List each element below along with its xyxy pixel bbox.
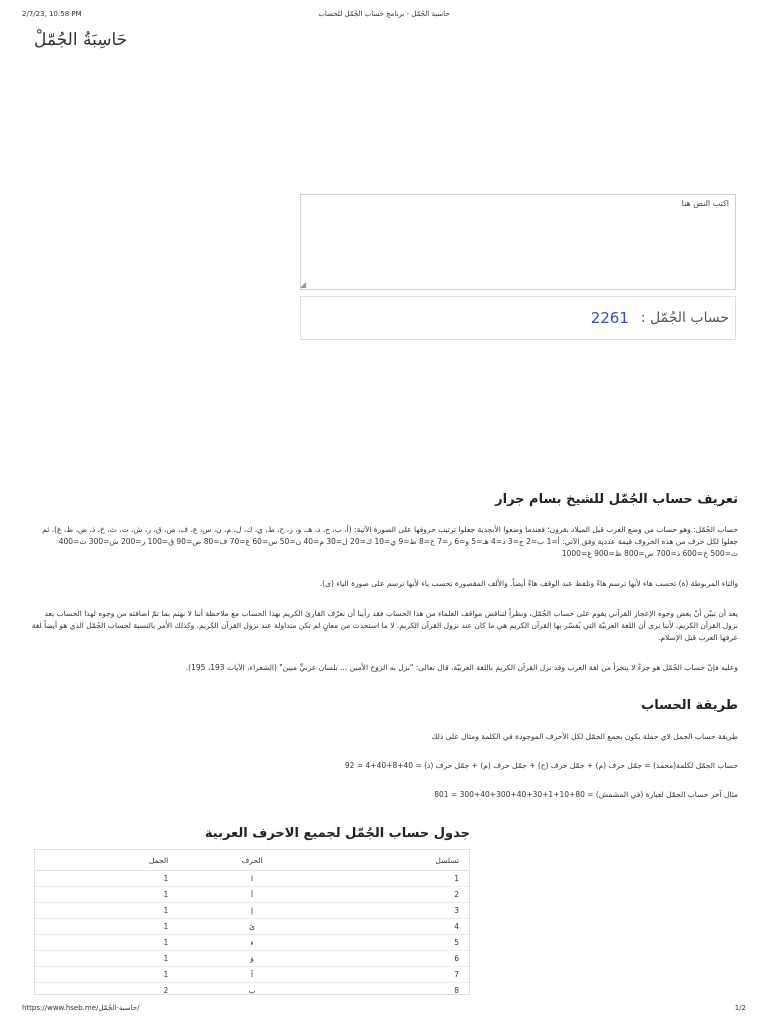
- text-input[interactable]: [301, 195, 735, 289]
- method-paragraph-1: طريقة حساب الجمل لاي جملة يكون بجمع الجمّل لكل الأحرف الموجودة في الكلمة ومثال على ذلك: [431, 732, 738, 741]
- cell-value: 1: [35, 951, 178, 967]
- method-p3-wrap: [30, 789, 738, 801]
- header-value[interactable]: الجمل: [35, 850, 178, 871]
- method-p1-wrap: [30, 731, 738, 743]
- table-row: [35, 967, 469, 983]
- print-header: [22, 10, 746, 22]
- table-row: [35, 919, 469, 935]
- method-p2-wrap: [30, 760, 738, 772]
- method-section: [30, 698, 738, 713]
- text-input-box: [300, 194, 736, 290]
- cell-letter: ئ: [178, 919, 326, 935]
- cell-value: 1: [35, 935, 178, 951]
- cell-letter: إ: [178, 903, 326, 919]
- print-doc-title: حاسبة الجُمّل - برنامج حساب الجُمّل للحساب: [318, 10, 450, 18]
- header-letter[interactable]: الحرف: [178, 850, 326, 871]
- table-row: [35, 903, 469, 919]
- letters-table: [35, 850, 469, 995]
- cell-letter: ء: [178, 935, 326, 951]
- cell-letter: ب: [178, 983, 326, 996]
- table-row: [35, 983, 469, 996]
- table-row: [35, 935, 469, 951]
- letters-table-wrap: [34, 849, 470, 995]
- cell-sequence: 2: [326, 887, 469, 903]
- cell-value: 1: [35, 967, 178, 983]
- cell-letter: ا: [178, 871, 326, 887]
- print-url: https://www.hseb.me/حاسبة-الجُمّل/: [22, 1004, 140, 1012]
- result-label: حساب الجُمّل :: [640, 310, 729, 326]
- cell-letter: ؤ: [178, 951, 326, 967]
- cell-sequence: 4: [326, 919, 469, 935]
- result-value: 2261: [590, 309, 629, 327]
- table-section: [34, 826, 470, 841]
- print-date: 2/7/23, 10:58 PM: [22, 10, 82, 18]
- table-header-row: [35, 850, 469, 871]
- result-box: [300, 296, 736, 340]
- definition-p2-wrap: [30, 578, 738, 590]
- print-page-number: 1/2: [734, 1004, 746, 1012]
- cell-letter: أ: [178, 887, 326, 903]
- cell-sequence: 8: [326, 983, 469, 996]
- cell-value: 2: [35, 983, 178, 996]
- header-sequence[interactable]: تسلسل: [326, 850, 469, 871]
- cell-sequence: 3: [326, 903, 469, 919]
- definition-section: [30, 492, 738, 507]
- table-row: [35, 871, 469, 887]
- cell-value: 1: [35, 871, 178, 887]
- site-logo[interactable]: حَاسِبَةُ الجُمّلْ: [34, 30, 128, 50]
- cell-value: 1: [35, 887, 178, 903]
- table-heading: جدول حساب الجُمّل لجميع الاحرف العربية: [204, 826, 470, 841]
- cell-value: 1: [35, 903, 178, 919]
- print-footer: [22, 1004, 746, 1016]
- table-row: [35, 887, 469, 903]
- method-paragraph-3: مثال آخر حساب الجمّل لعبارة (في المشمش) = 80+10+1+30+40+300+40+300 = 801: [434, 790, 738, 799]
- method-heading: طريقة الحساب: [641, 698, 738, 713]
- definition-heading: تعريف حساب الجُمّل للشيخ بسام جرار: [495, 492, 738, 507]
- cell-sequence: 5: [326, 935, 469, 951]
- cell-letter: آ: [178, 967, 326, 983]
- cell-sequence: 6: [326, 951, 469, 967]
- definition-paragraph-3: يعد أن تبيّن أنّ بعض وجوه الإعجاز القرآني يقوم على حساب الجُمّل، ونظراً لتناقض مواقف العلماء من هذا الحساب فقد رأينا أن نعرّف القارئ الكريم بهذا الحساب مع ملاحظة أننا لا نهتم بما تمّ اضافته من وجوه لهذا الحساب بعد نزول القرآن الكريم، لأننا نرى أن اللغة العربيّة التي يُفسّر بها القرآن الكريم هي ما كان عند نزول القرآن الكريم. لا ما استحدث من معانٍ لم تكن متداولة عند نزول القرآن الكريم. وكذلك الأمر بالنسبة لحساب الجُمّل الذي هو أيضاً لغة عرفها العرب قبل الإسلام.: [31, 609, 738, 642]
- cell-sequence: 1: [326, 871, 469, 887]
- method-paragraph-2: حساب الجمّل لكلمة(محمد) = جمّل حرف (م) + جمّل حرف (ح) + جمّل حرف (م) + جمّل حرف (د) = 40+8+40+4 = 92: [344, 761, 738, 770]
- definition-p1-wrap: [30, 524, 738, 560]
- cell-sequence: 7: [326, 967, 469, 983]
- definition-paragraph-1: حساب الجُمّل: وهو حساب من وضع العرب قبل الميلاد بقرون؛ فعندما وضعوا الأبجدية جعلوا ترتيب حروفها على الصورة الآتية: (أ، ب، ج، د، هـ، و، ز، ح، ط، ي، ك، ل، م، ن، س، ع، ف، ص، ق، ر، ش، ت، ث، خ، ذ، ض، ظ، غ). ثم جعلوا لكل حرف من هذه الحروف قيمة عددية وفق الآتي: أ=1 ب=2 ج=3 د=4 هـ=5 و=6 ز=7 ح=8 ط=9 ي=10 ك=20 ل=30 م=40 ن=50 س=60 ع=70 ف=80 ص=90 ق=100 ر=200 ش=300 ت=400 ث=500 خ=600 ذ=700 ض=800 ظ=900 غ=1000: [42, 525, 738, 558]
- table-row: [35, 951, 469, 967]
- resize-handle-icon[interactable]: ◢: [300, 280, 307, 289]
- definition-p3-wrap: [30, 608, 738, 644]
- definition-p4-wrap: [30, 662, 738, 674]
- definition-paragraph-2: والتاء المربوطة (ة) تحسب هاء لأنها ترسم هاءً وتلفظ عند الوقف هاءً أيضاً. والألف المقصورة تحسب ياء لأنها ترسم على صورة الياء (ى).: [319, 579, 738, 588]
- cell-value: 1: [35, 919, 178, 935]
- definition-paragraph-4: وعليه فإنّ حساب الجُمّل هو جزءٌ لا يتجزأ من لغة العرب وقد نزل القرآن الكريم باللغة العربيّة، قال تعالى: "نزل به الروح الأمين ... بلسان عربيٍّ مبين" (الشعراء، الآيات 193، 195).: [185, 663, 738, 672]
